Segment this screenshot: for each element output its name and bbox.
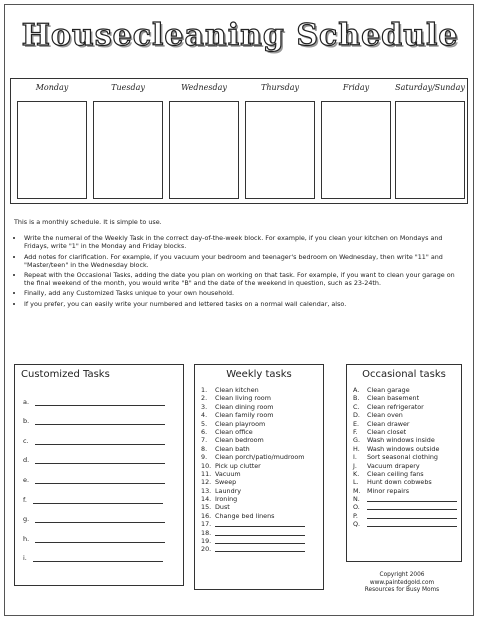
weekly-task-number: 18.	[201, 528, 212, 537]
weekly-task-blank	[215, 529, 323, 537]
day-box-wednesday[interactable]	[169, 101, 239, 199]
weekly-task-label: Clean living room	[215, 394, 271, 403]
weekly-task-number: 5.	[201, 419, 208, 428]
custom-task-row	[15, 425, 183, 445]
weekly-task-number: 12.	[201, 478, 212, 487]
instruction-item: • If you prefer, you can easily write your numbered and lettered tasks on a normal wall calendar, also.	[24, 300, 464, 308]
day-label-monday: Monday	[35, 83, 69, 92]
weekly-task-number: 3.	[201, 402, 208, 411]
weekly-task-label: Clean family room	[215, 411, 274, 420]
occasional-task-number: L.	[353, 478, 359, 487]
weekly-task-number: 11.	[201, 469, 212, 478]
instructions	[14, 218, 464, 310]
occasional-task-input-line[interactable]	[367, 512, 457, 519]
weekly-task-label: Clean porch/patio/mudroom	[215, 453, 305, 462]
custom-task-letter: g.	[23, 515, 30, 524]
custom-task-input-line[interactable]	[35, 477, 165, 484]
occasional-task-row	[347, 487, 461, 495]
copyright-block	[340, 572, 464, 595]
weekly-task-row	[195, 529, 323, 537]
day-label-thursday: Thursday	[261, 83, 299, 92]
instruction-item: • Add notes for clarification. For example, if you vacuum your bedroom and teenager's bedroom on Wednesday, then write "11" and "Master/teen" in the Wednesday block.	[24, 253, 464, 269]
weekly-task-row	[195, 445, 323, 453]
weekly-task-number: 17.	[201, 520, 212, 529]
weekly-task-number: 16.	[201, 511, 212, 520]
occasional-task-number: A.	[353, 386, 360, 394]
custom-task-letter: d.	[23, 456, 30, 465]
weekly-task-input-line[interactable]	[215, 529, 305, 536]
occasional-task-blank	[367, 512, 461, 520]
occasional-task-number: O.	[353, 503, 360, 512]
weekly-task-row	[195, 537, 323, 545]
occasional-task-label: Clean drawer	[367, 419, 410, 428]
occasional-task-row	[347, 420, 461, 428]
custom-task-letter: a.	[23, 397, 30, 406]
weekly-task-blank	[215, 545, 323, 553]
day-box-saturday-sunday[interactable]	[395, 101, 465, 199]
day-label-friday: Friday	[342, 83, 370, 92]
weekly-task-label: Vacuum	[215, 469, 241, 478]
occasional-task-row	[347, 520, 461, 528]
custom-task-input-line[interactable]	[33, 497, 163, 504]
weekly-tasks-list	[195, 386, 323, 554]
occasional-task-input-line[interactable]	[367, 520, 457, 527]
occasional-task-number: B.	[353, 394, 360, 403]
weekly-task-row	[195, 386, 323, 394]
custom-task-row	[15, 445, 183, 465]
occasional-tasks-panel	[346, 364, 462, 562]
occasional-task-label: Clean basement	[367, 394, 420, 403]
occasional-task-row	[347, 470, 461, 478]
day-label-tuesday: Tuesday	[111, 83, 145, 92]
weekly-task-number: 13.	[201, 486, 212, 495]
weekly-task-number: 9.	[201, 453, 208, 462]
occasional-task-number: F.	[353, 427, 358, 436]
custom-task-input-line[interactable]	[35, 399, 165, 406]
weekly-tasks-title: Weekly tasks	[226, 369, 292, 380]
weekly-task-input-line[interactable]	[215, 545, 305, 552]
weekly-task-number: 6.	[201, 427, 208, 436]
weekly-task-number: 7.	[201, 436, 208, 445]
occasional-task-row	[347, 394, 461, 402]
occasional-task-blank	[367, 520, 461, 528]
instructions-intro: This is a monthly schedule. It is simple to use.	[14, 218, 162, 226]
day-box-thursday[interactable]	[245, 101, 315, 199]
weekly-task-number: 1.	[201, 386, 208, 394]
weekly-task-input-line[interactable]	[215, 537, 305, 544]
day-box-monday[interactable]	[17, 101, 87, 199]
custom-task-input-line[interactable]	[35, 418, 165, 425]
copyright-text: Copyright 2006	[379, 572, 425, 578]
weekly-task-label: Ironing	[215, 495, 238, 504]
custom-task-input-line[interactable]	[35, 516, 165, 523]
weekly-tasks-panel	[194, 364, 324, 590]
occasional-task-number: D.	[353, 411, 360, 420]
occasional-tasks-list	[347, 386, 461, 529]
weekly-task-label: Clean bath	[215, 444, 250, 453]
weekly-task-number: 8.	[201, 444, 208, 453]
customized-tasks-list	[15, 386, 183, 562]
weekly-task-row	[195, 503, 323, 511]
weekly-task-label: Sweep	[215, 478, 237, 487]
weekly-task-row	[195, 520, 323, 528]
occasional-task-label: Clean oven	[367, 411, 403, 420]
occasional-task-number: G.	[353, 436, 360, 445]
occasional-task-number: H.	[353, 444, 360, 453]
custom-task-input-line[interactable]	[33, 555, 163, 562]
day-label-saturday-sunday: Saturday/Sunday	[395, 83, 465, 92]
weekly-task-label: Clean playroom	[215, 419, 266, 428]
day-label-wednesday: Wednesday	[181, 83, 227, 92]
occasional-task-label: Hunt down cobwebs	[367, 478, 432, 487]
occasional-task-row	[347, 428, 461, 436]
occasional-task-row	[347, 478, 461, 486]
weekly-task-row	[195, 403, 323, 411]
occasional-task-number: K.	[353, 469, 360, 478]
occasional-task-number: P.	[353, 511, 358, 520]
occasional-task-row	[347, 403, 461, 411]
custom-task-row	[15, 484, 183, 504]
custom-task-input-line[interactable]	[35, 438, 165, 445]
copyright-website: www.paintedgold.com	[369, 579, 435, 586]
weekly-task-number: 2.	[201, 394, 208, 403]
custom-task-input-line[interactable]	[35, 457, 165, 464]
custom-task-letter: c.	[23, 436, 29, 445]
custom-task-row	[15, 523, 183, 543]
occasional-task-label: Sort seasonal clothing	[367, 453, 438, 462]
occasional-task-label: Clean closet	[367, 427, 407, 436]
custom-task-letter: h.	[23, 534, 30, 543]
occasional-task-row	[347, 495, 461, 503]
occasional-task-row	[347, 445, 461, 453]
custom-task-row	[15, 543, 183, 563]
occasional-task-input-line[interactable]	[367, 503, 457, 510]
occasional-task-label: Clean refrigerator	[367, 402, 424, 411]
weekly-task-label: Laundry	[215, 486, 242, 495]
occasional-task-row	[347, 453, 461, 461]
instruction-item: • Finally, add any Customized Tasks unique to your own household.	[24, 289, 464, 297]
occasional-task-row	[347, 411, 461, 419]
weekly-task-label: Clean dining room	[215, 402, 274, 411]
weekly-task-row	[195, 411, 323, 419]
occasional-task-input-line[interactable]	[367, 495, 457, 502]
custom-task-letter: e.	[23, 475, 30, 484]
weekly-task-row	[195, 436, 323, 444]
occasional-task-label: Clean ceiling fans	[367, 469, 424, 478]
custom-task-row	[15, 464, 183, 484]
occasional-task-row	[347, 436, 461, 444]
custom-task-letter: b.	[23, 417, 30, 426]
occasional-task-number: J.	[353, 461, 357, 470]
occasional-task-blank	[367, 503, 461, 511]
custom-task-row	[15, 406, 183, 426]
occasional-task-number: Q.	[353, 520, 361, 529]
occasional-task-number: E.	[353, 419, 360, 428]
occasional-task-number: M.	[353, 486, 361, 495]
weekly-task-row	[195, 495, 323, 503]
days-calendar	[10, 78, 468, 204]
occasional-task-row	[347, 386, 461, 394]
weekly-task-row	[195, 487, 323, 495]
custom-task-letter: f.	[23, 495, 27, 504]
day-box-friday[interactable]	[321, 101, 391, 199]
weekly-task-row	[195, 470, 323, 478]
customized-tasks-panel	[14, 364, 184, 586]
occasional-task-label: Minor repairs	[367, 486, 410, 495]
weekly-task-label: Pick up clutter	[215, 461, 261, 470]
weekly-task-row	[195, 462, 323, 470]
weekly-task-blank	[215, 520, 323, 528]
weekly-task-row	[195, 428, 323, 436]
occasional-task-label: Clean garage	[367, 386, 410, 394]
occasional-task-row	[347, 462, 461, 470]
occasional-task-number: I.	[353, 453, 357, 462]
customized-tasks-title: Customized Tasks	[21, 369, 110, 380]
weekly-task-blank	[215, 537, 323, 545]
day-box-tuesday[interactable]	[93, 101, 163, 199]
occasional-task-label: Wash windows outside	[367, 444, 440, 453]
occasional-task-number: N.	[353, 495, 360, 504]
custom-task-input-line[interactable]	[35, 536, 165, 543]
instruction-item: • Write the numeral of the Weekly Task in the correct day-of-the-week block. For example, if you clean your kitchen on Mondays and Fridays, write "1" in the Monday and Friday blocks.	[24, 234, 464, 250]
occasional-task-blank	[367, 495, 461, 503]
weekly-task-number: 20.	[201, 545, 212, 554]
occasional-task-label: Wash windows inside	[367, 436, 435, 445]
weekly-task-label: Clean bedroom	[215, 436, 264, 445]
weekly-task-row	[195, 420, 323, 428]
weekly-task-row	[195, 478, 323, 486]
weekly-task-number: 4.	[201, 411, 208, 420]
instruction-item: • Repeat with the Occasional Tasks, adding the date you plan on working on that task. For example, if you want to clean your garage on the final weekend of the month, you would write "B" and the date of the weekend in question, such as 23-24th.	[24, 271, 464, 287]
weekly-task-number: 14.	[201, 495, 212, 504]
weekly-task-input-line[interactable]	[215, 520, 305, 527]
occasional-task-label: Vacuum drapery	[367, 461, 420, 470]
weekly-task-label: Change bed linens	[215, 511, 275, 520]
custom-task-row	[15, 386, 183, 406]
weekly-task-row	[195, 453, 323, 461]
occasional-tasks-title: Occasional tasks	[362, 369, 446, 380]
custom-task-letter: i.	[23, 554, 27, 563]
copyright-tagline: Resources for Busy Moms	[364, 587, 440, 594]
weekly-task-label: Clean kitchen	[215, 386, 259, 394]
weekly-task-row	[195, 394, 323, 402]
weekly-task-row	[195, 512, 323, 520]
occasional-task-number: C.	[353, 402, 360, 411]
weekly-task-number: 15.	[201, 503, 212, 512]
weekly-task-number: 19.	[201, 537, 212, 546]
weekly-task-row	[195, 545, 323, 553]
instructions-list	[14, 234, 464, 308]
page-title: Housecleaning Schedule	[21, 18, 459, 53]
weekly-task-label: Dust	[215, 503, 230, 512]
weekly-task-number: 10.	[201, 461, 212, 470]
weekly-task-label: Clean office	[215, 427, 253, 436]
occasional-task-row	[347, 503, 461, 511]
occasional-task-row	[347, 512, 461, 520]
custom-task-row	[15, 504, 183, 524]
